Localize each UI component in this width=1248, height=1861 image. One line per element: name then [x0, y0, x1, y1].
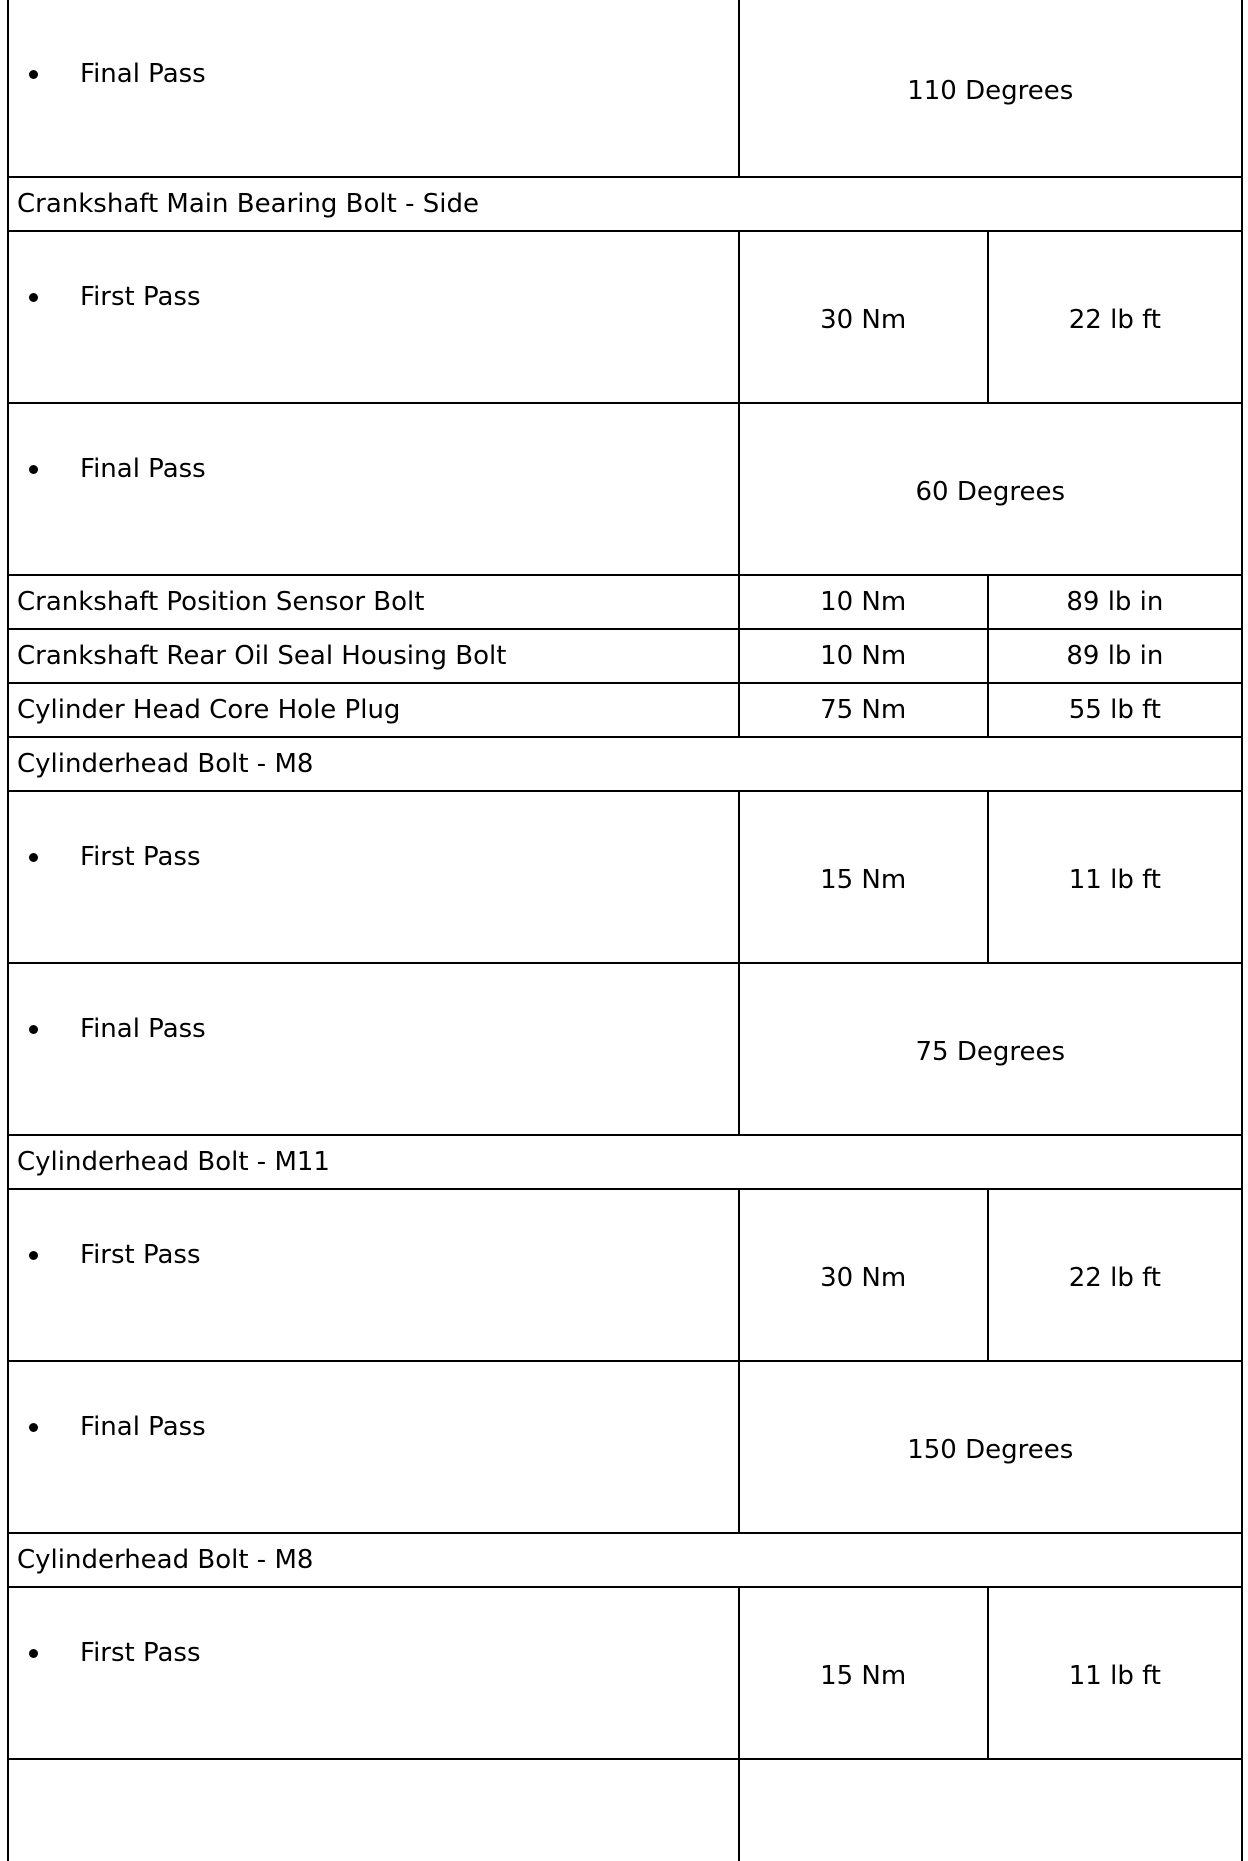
angle-value: 150 Degrees	[739, 1361, 1242, 1533]
table-row	[8, 1533, 1242, 1587]
metric-value: 15 Nm	[739, 1587, 988, 1759]
section-header: Cylinderhead Bolt - M8	[8, 1533, 1242, 1587]
metric-value: 30 Nm	[739, 231, 988, 403]
pass-label-cell	[8, 0, 739, 177]
angle-value: 60 Degrees	[739, 403, 1242, 575]
empty-cell	[739, 1759, 1242, 1861]
empty-cell	[8, 1759, 739, 1861]
bullet-icon	[29, 293, 38, 302]
imperial-value: 89 lb in	[988, 629, 1242, 683]
bullet-icon	[29, 853, 38, 862]
pass-label-cell	[8, 231, 739, 403]
pass-label-cell	[8, 1587, 739, 1759]
pass-label-cell	[8, 1189, 739, 1361]
table-row	[8, 629, 1242, 683]
pass-label-cell	[8, 791, 739, 963]
metric-value: 10 Nm	[739, 629, 988, 683]
table-row	[8, 1135, 1242, 1189]
bullet-icon	[29, 70, 38, 79]
table-row	[8, 1189, 1242, 1361]
table-row	[8, 737, 1242, 791]
table-row	[8, 791, 1242, 963]
torque-specification-table	[7, 0, 1243, 1861]
bullet-icon	[29, 1025, 38, 1034]
pass-label-cell	[8, 963, 739, 1135]
table-row	[8, 1759, 1242, 1861]
table-row	[8, 963, 1242, 1135]
imperial-value: 11 lb ft	[988, 1587, 1242, 1759]
pass-label: Final Pass	[80, 454, 206, 484]
table-row	[8, 1361, 1242, 1533]
component-label: Crankshaft Rear Oil Seal Housing Bolt	[8, 629, 739, 683]
table-row	[8, 231, 1242, 403]
imperial-value: 22 lb ft	[988, 231, 1242, 403]
section-header: Cylinderhead Bolt - M8	[8, 737, 1242, 791]
component-label: Cylinder Head Core Hole Plug	[8, 683, 739, 737]
bullet-icon	[29, 1649, 38, 1658]
metric-value: 15 Nm	[739, 791, 988, 963]
section-header: Cylinderhead Bolt - M11	[8, 1135, 1242, 1189]
table-row	[8, 403, 1242, 575]
pass-label: First Pass	[80, 1638, 201, 1668]
metric-value: 75 Nm	[739, 683, 988, 737]
imperial-value: 11 lb ft	[988, 791, 1242, 963]
pass-label-cell	[8, 1361, 739, 1533]
angle-value: 110 Degrees	[739, 0, 1242, 177]
bullet-icon	[29, 1423, 38, 1432]
pass-label: First Pass	[80, 842, 201, 872]
metric-value: 30 Nm	[739, 1189, 988, 1361]
pass-label: First Pass	[80, 282, 201, 312]
pass-label: Final Pass	[80, 1412, 206, 1442]
angle-value: 75 Degrees	[739, 963, 1242, 1135]
table-row	[8, 1587, 1242, 1759]
bullet-icon	[29, 465, 38, 474]
bullet-icon	[29, 1251, 38, 1260]
metric-value: 10 Nm	[739, 575, 988, 629]
pass-label: First Pass	[80, 1240, 201, 1270]
section-header: Crankshaft Main Bearing Bolt - Side	[8, 177, 1242, 231]
imperial-value: 55 lb ft	[988, 683, 1242, 737]
component-label: Crankshaft Position Sensor Bolt	[8, 575, 739, 629]
table-row	[8, 575, 1242, 629]
pass-label-cell	[8, 403, 739, 575]
imperial-value: 89 lb in	[988, 575, 1242, 629]
table-row	[8, 177, 1242, 231]
pass-label: Final Pass	[80, 1014, 206, 1044]
pass-label: Final Pass	[80, 59, 206, 89]
table-row	[8, 683, 1242, 737]
imperial-value: 22 lb ft	[988, 1189, 1242, 1361]
table-row	[8, 0, 1242, 177]
